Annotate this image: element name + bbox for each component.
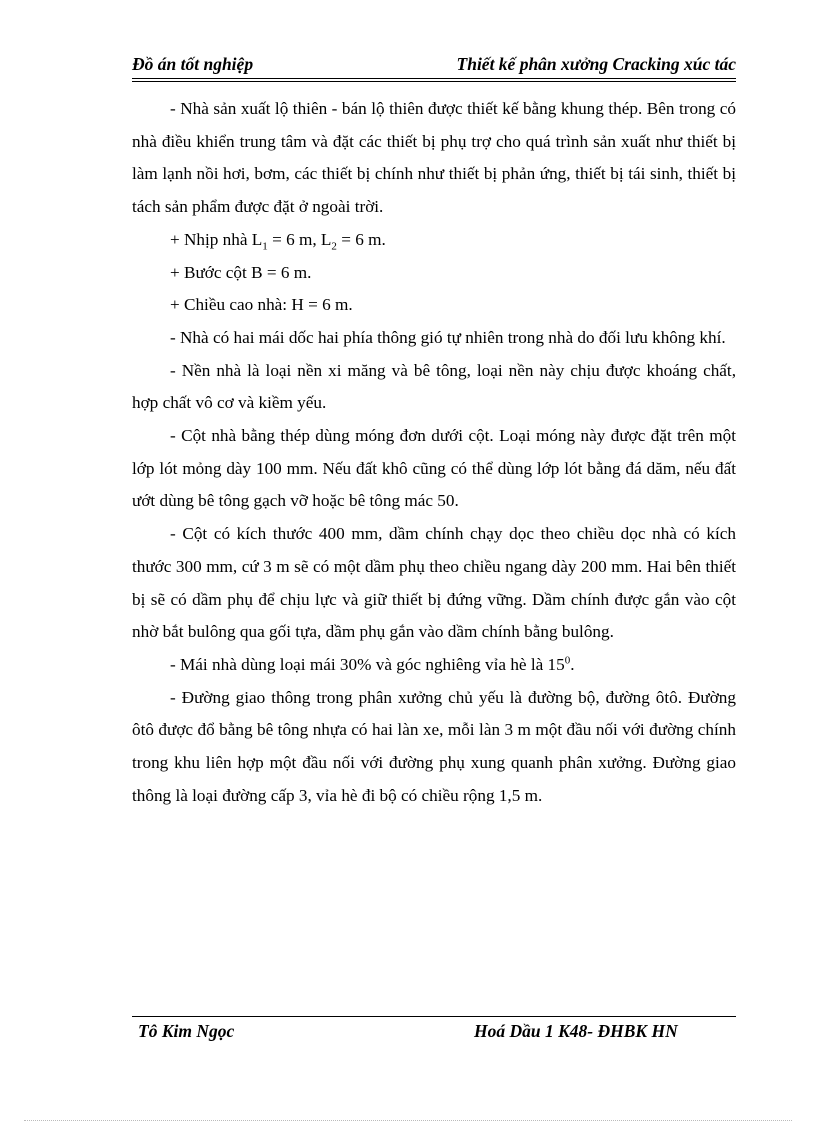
subscript-1: 1	[262, 240, 268, 253]
header-left-title: Đồ án tốt nghiệp	[132, 54, 254, 74]
item-span-text-c: = 6 m.	[336, 229, 386, 249]
paragraph-floor: - Nền nhà là loại nền xi măng và bê tông, loại nền này chịu được khoáng chất, hợp chất vô cơ và kiềm yếu.	[132, 360, 736, 413]
page-header	[132, 52, 736, 82]
paragraph-roof: - Nhà có hai mái dốc hai phía thông gió tự nhiên trong nhà do đối lưu không khí.	[170, 327, 726, 347]
roof-slope-end: .	[570, 654, 575, 674]
footer-author: Tô Kim Ngọc	[138, 1021, 235, 1041]
paragraph-steel-columns: - Cột nhà bằng thép dùng móng đơn dưới cột. Loại móng này được đặt trên một lớp lót mỏng dày 100 mm. Nếu đất khô cũng có thể dùng lớp lót bằng đá dăm, nếu đất ướt dùng bê tông gạch vỡ hoặc bê tông mác 50.	[132, 426, 736, 511]
item-height: + Chiều cao nhà: H = 6 m.	[170, 295, 353, 315]
document-body	[132, 93, 736, 812]
paragraph-beams: - Cột có kích thước 400 mm, dầm chính chạy dọc theo chiều dọc nhà có kích thước 300 mm, cứ 3 m sẽ có một dầm phụ theo chiều ngang dày 200 mm. Hai bên thiết bị sẽ có dầm phụ để chịu lực và giữ thiết bị đứng vững. Dầm chính được gắn vào cột nhờ bắt bulông qua gối tựa, dầm phụ gắn vào dầm chính bằng bulông.	[132, 524, 736, 642]
degree-superscript: 0	[564, 654, 571, 667]
page-break-divider	[24, 1120, 792, 1121]
item-column-step: + Bước cột B = 6 m.	[170, 262, 312, 282]
item-span	[132, 224, 736, 257]
subscript-2: 2	[331, 240, 337, 253]
header-right-title: Thiết kế phân xưởng Cracking xúc tác	[456, 54, 736, 74]
item-span-text-a: + Nhịp nhà L	[170, 229, 263, 249]
paragraph-roads: - Đường giao thông trong phân xưởng chủ yếu là đường bộ, đường ôtô. Đường ôtô được đổ bằng bê tông nhựa có hai làn xe, mỗi làn 3 m một đầu nối với đường chính trong khu liên hợp một đầu nối với đường phụ xung quanh phân xưởng. Đường giao thông là loại đường cấp 3, vỉa hè đi bộ có chiều rộng 1,5 m.	[132, 687, 736, 805]
footer-class: Hoá Dầu 1 K48- ĐHBK HN	[474, 1021, 678, 1041]
page-footer	[132, 1016, 736, 1041]
paragraph-roof-slope	[132, 649, 736, 682]
item-span-text-b: = 6 m, L	[267, 229, 332, 249]
roof-slope-text: - Mái nhà dùng loại mái 30% và góc nghiêng vỉa hè là 15	[170, 654, 565, 674]
paragraph-open-air-plant: - Nhà sản xuất lộ thiên - bán lộ thiên được thiết kế bằng khung thép. Bên trong có nhà điều khiển trung tâm và đặt các thiết bị phụ trợ cho quá trình sản xuất như thiết bị làm lạnh nồi hơi, bơm, các thiết bị chính như thiết bị phản ứng, thiết bị tái sinh, thiết bị tách sản phẩm được đặt ở ngoài trời.	[132, 99, 736, 217]
